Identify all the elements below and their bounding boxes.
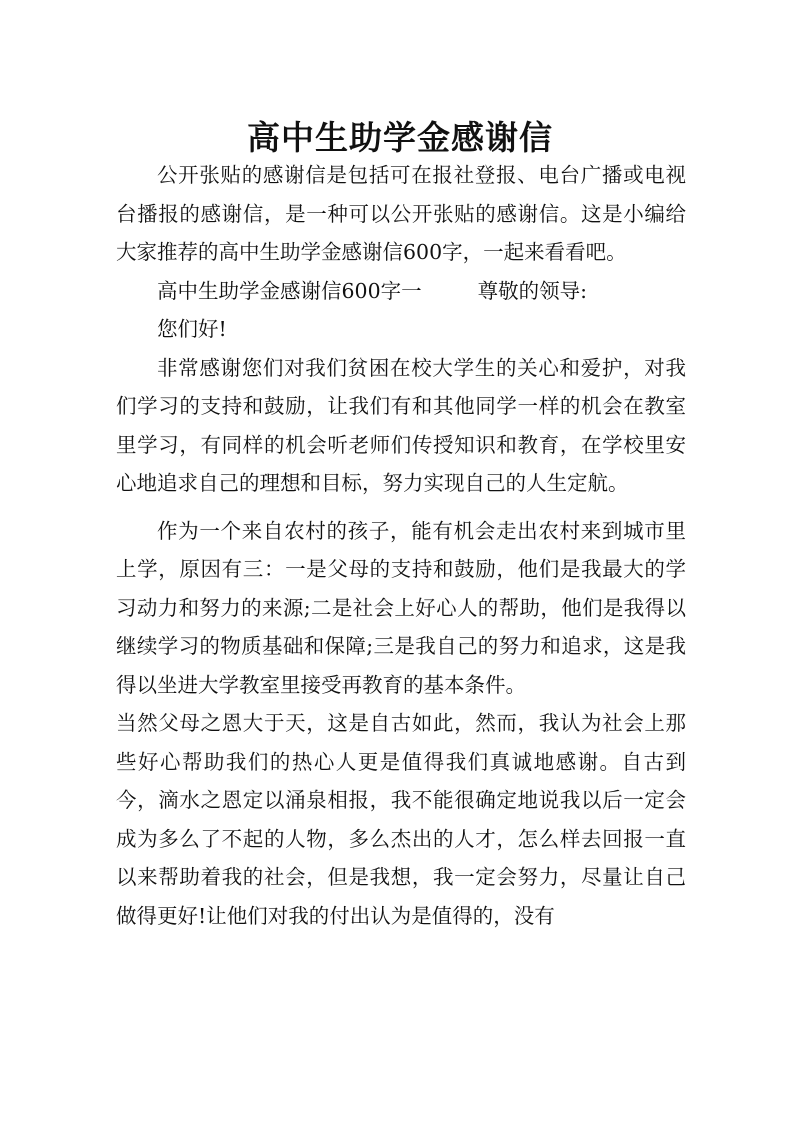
salutation: 尊敬的领导: <box>477 278 588 303</box>
body-paragraph-3: 当然父母之恩大于天，这是自古如此，然而，我认为社会上那些好心帮助我们的热心人更是值得我们真诚地感谢。自古到今，滴水之恩定以涌泉相报，我不能很确定地说我以后一定会成为多么了不起的人物，多么杰出的人才，怎么样去回报一直以来帮助着我的社会，但是我想，我一定会努力，尽量让自己做得更好!让他们对我的付出认为是值得的，没有 <box>116 711 686 928</box>
document-body <box>116 156 686 935</box>
body-paragraph-1: 非常感谢您们对我们贫困在校大学生的关心和爱护，对我们学习的支持和鼓励，让我们有和其他同学一样的机会在教室里学习，有同样的机会听老师们传授知识和教育，在学校里安心地追求自己的理想和目标，努力实现自己的人生定航。 <box>116 355 686 495</box>
heading-line <box>116 272 686 311</box>
greeting: 您们好! <box>157 317 227 341</box>
intro-paragraph: 公开张贴的感谢信是包括可在报社登报、电台广播或电视台播报的感谢信，是一种可以公开张贴的感谢信。这是小编给大家推荐的高中生助学金感谢信600字，一起来看看吧。 <box>116 163 686 264</box>
document-title: 高中生助学金感谢信 <box>247 118 553 158</box>
body-paragraph-2: 作为一个来自农村的孩子，能有机会走出农村来到城市里上学，原因有三：一是父母的支持和鼓励，他们是我最大的学习动力和努力的来源;二是社会上好心人的帮助，他们是我得以继续学习的物质基础和保障;三是我自己的努力和追求，这是我得以坐进大学教室里接受再教育的基本条件。 <box>116 518 686 697</box>
section-heading: 高中生助学金感谢信600字一 <box>157 278 422 303</box>
